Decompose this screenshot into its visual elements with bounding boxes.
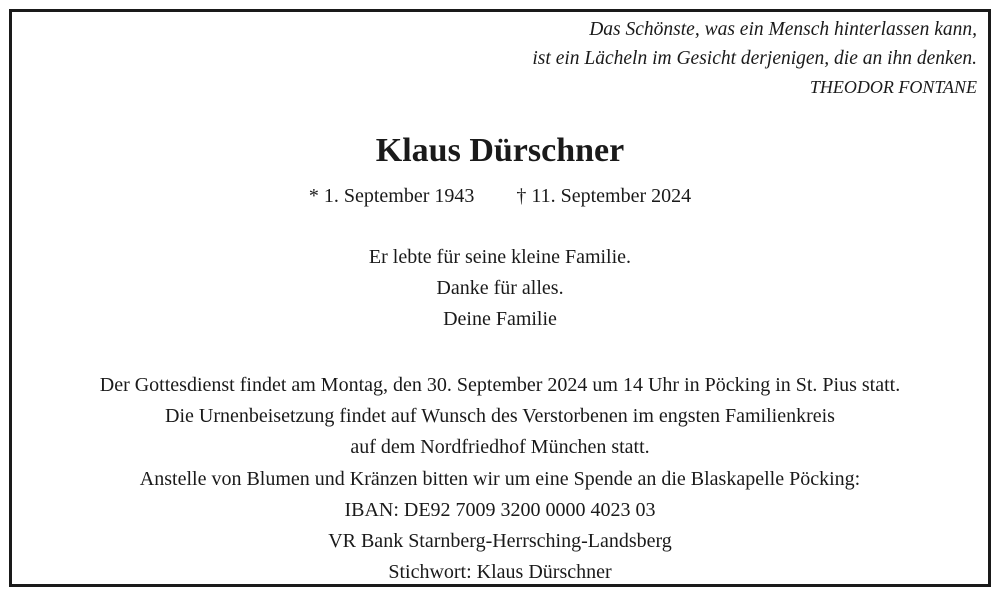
quote-author: THEODOR FONTANE: [809, 77, 977, 97]
quote-line: ist ein Lächeln im Gesicht derjenigen, die an ihn denken.: [532, 48, 977, 69]
deceased-name: Klaus Dürschner: [375, 132, 625, 169]
death-date: † 11. September 2024: [516, 185, 692, 207]
service-details: [12, 370, 988, 588]
donation-request-line: Anstelle von Blumen und Kränzen bitten wir um eine Spende an die Blaskapelle Pöcking:: [139, 467, 861, 490]
obituary-frame: [9, 9, 991, 587]
birth-date: * 1. September 1943: [308, 185, 475, 207]
signature-line: Deine Familie: [443, 308, 557, 330]
service-date-line: Der Gottesdienst findet am Montag, den 30. September 2024 um 14 Uhr in Pöcking in St. Pius statt.: [99, 374, 901, 396]
keyword-line: Stichwort: Klaus Dürschner: [388, 561, 612, 584]
quote-line: Das Schönste, was ein Mensch hinterlassen kann,: [589, 19, 977, 40]
life-dates: [12, 183, 988, 209]
burial-line: Die Urnenbeisetzung findet auf Wunsch des Verstorbenen im engsten Familienkreis: [165, 405, 835, 428]
epigraph-quote: [532, 15, 977, 102]
bank-name-line: VR Bank Starnberg-Herrsching-Landsberg: [328, 530, 672, 553]
tribute-line: Danke für alles.: [436, 277, 564, 299]
tribute-text: [12, 242, 988, 335]
tribute-line: Er lebte für seine kleine Familie.: [368, 246, 632, 268]
iban-line: IBAN: DE92 7009 3200 0000 4023 03: [344, 498, 656, 521]
burial-location-line: auf dem Nordfriedhof München statt.: [350, 436, 650, 459]
